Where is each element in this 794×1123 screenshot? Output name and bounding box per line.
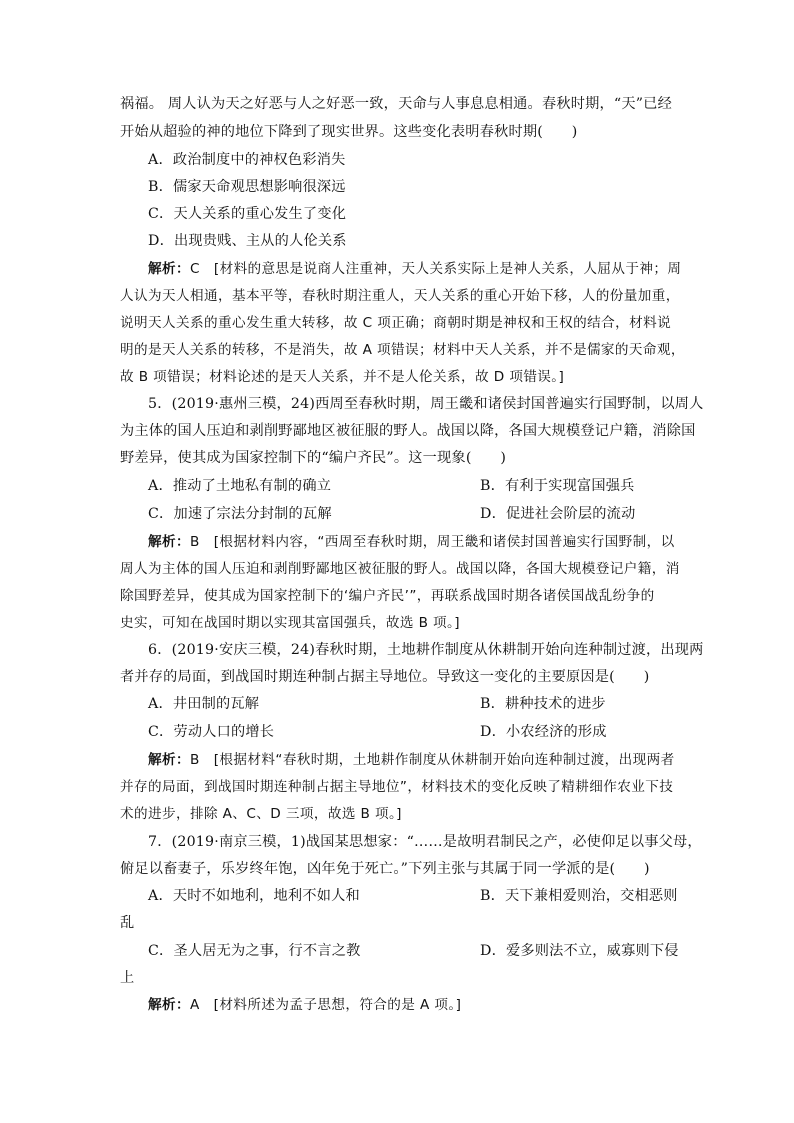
q6-option-a: A．井田制的瓦解 bbox=[148, 696, 260, 712]
q7-option-b: B．天下兼相爱则治，交相恶则 bbox=[480, 888, 678, 904]
q7-option-d: D．爱多则法不立，威寡则下侵 bbox=[480, 943, 679, 959]
analysis-label: 解析： bbox=[148, 534, 190, 550]
q6-analysis-line-2: 并存的局面，到战国时期连种制占据主导地位”，材料技术的变化反映了精耕细作农业下技 bbox=[120, 779, 674, 795]
q4-stem-line-2: 开始从超验的神的地位下降到了现实世界。这些变化表明春秋时期( ) bbox=[120, 124, 578, 140]
q5-option-d: D．促进社会阶层的流动 bbox=[480, 506, 636, 522]
q7-option-d-continued: 上 bbox=[120, 970, 135, 986]
q5-stem-line-1: 5．(2019·惠州三模，24)西周至春秋时期，周王畿和诸侯封国普遍实行国野制，以周人 bbox=[148, 396, 704, 412]
q4-option-d: D．出现贵贱、主从的人伦关系 bbox=[148, 233, 347, 249]
q5-option-b: B．有利于实现富国强兵 bbox=[480, 478, 635, 494]
q5-option-a: A．推动了土地私有制的确立 bbox=[148, 478, 332, 494]
q5-analysis-line-2: 周人为主体的国人压迫和剥削野鄙地区被征服的野人。战国以降，各国大规模登记户籍，消 bbox=[120, 561, 680, 577]
analysis-label: 解析： bbox=[148, 752, 190, 768]
q5-analysis-line-3: 除国野差异，使其成为国家控制下的‘编户齐民’”，再联系战国时期各诸侯国战乱纷争的 bbox=[120, 588, 655, 604]
q5-stem-line-3: 野差异，使其成为国家控制下的“编户齐民”。这一现象( ) bbox=[120, 450, 507, 466]
q4-analysis-line-5: 故 B 项错误；材料论述的是天人关系，并不是人伦关系，故 D 项错误。] bbox=[120, 369, 565, 385]
q6-analysis-line-1: 解析：B [根据材料“春秋时期，土地耕作制度从休耕制开始向连种制过渡，出现两者 bbox=[148, 752, 675, 768]
q4-option-b: B．儒家天命观思想影响很深远 bbox=[148, 179, 346, 195]
q7-analysis-line-1: 解析：A [材料所述为孟子思想，符合的是 A 项。] bbox=[148, 997, 462, 1013]
q5-option-c: C．加速了宗法分封制的瓦解 bbox=[148, 506, 332, 522]
q7-option-c: C．圣人居无为之事，行不言之教 bbox=[148, 943, 361, 959]
q6-analysis-line-3: 术的进步，排除 A、C、D 三项，故选 B 项。] bbox=[120, 806, 402, 822]
q6-stem-line-1: 6．(2019·安庆三模，24)春秋时期，土地耕作制度从休耕制开始向连种制过渡，出现两 bbox=[148, 642, 704, 658]
q7-option-b-continued: 乱 bbox=[120, 915, 135, 931]
q5-stem-line-2: 为主体的国人压迫和剥削野鄙地区被征服的野人。战国以降，各国大规模登记户籍，消除国 bbox=[120, 423, 696, 439]
q4-analysis-line-3: 说明天人关系的重心发生重大转移，故 C 项正确；商朝时期是神权和王权的结合，材料说 bbox=[120, 315, 672, 331]
q7-option-a: A．天时不如地利，地利不如人和 bbox=[148, 888, 360, 904]
q4-option-c: C．天人关系的重心发生了变化 bbox=[148, 206, 347, 222]
q4-stem-line-1: 祸福。 周人认为天之好恶与人之好恶一致，天命与人事息息相通。春秋时期，“天”已经 bbox=[120, 96, 672, 112]
q6-stem-line-2: 者并存的局面，到战国时期连种制占据主导地位。导致这一变化的主要原因是( ) bbox=[120, 669, 650, 685]
q4-analysis-line-4: 明的是天人关系的转移，不是消失，故 A 项错误；材料中天人关系，并不是儒家的天命观， bbox=[120, 342, 685, 358]
q6-option-c: C．劳动人口的增长 bbox=[148, 724, 275, 740]
q7-stem-line-2: 俯足以畜妻子，乐岁终年饱，凶年免于死亡。”下列主张与其属于同一学派的是( ) bbox=[120, 861, 650, 877]
q5-analysis-line-1: 解析：B [根据材料内容，“西周至春秋时期，周王畿和诸侯封国普遍实行国野制，以 bbox=[148, 534, 675, 550]
q7-stem-line-1: 7．(2019·南京三模，1)战国某思想家：“……是故明君制民之产，必使仰足以事父母， bbox=[148, 834, 702, 850]
q4-option-a: A．政治制度中的神权色彩消失 bbox=[148, 152, 346, 168]
analysis-label: 解析： bbox=[148, 997, 190, 1013]
q4-analysis-line-1: 解析：C [材料的意思是说商人注重神，天人关系实际上是神人关系，人屈从于神；周 bbox=[148, 261, 682, 277]
q4-analysis-line-2: 人认为天人相通，基本平等，春秋时期注重人，天人关系的重心开始下移，人的份量加重， bbox=[120, 288, 680, 304]
q6-option-d: D．小农经济的形成 bbox=[480, 724, 607, 740]
q5-analysis-line-4: 史实，可知在战国时期以实现其富国强兵，故选 B 项。] bbox=[120, 615, 460, 631]
q6-option-b: B．耕种技术的进步 bbox=[480, 696, 606, 712]
analysis-label: 解析： bbox=[148, 261, 190, 277]
